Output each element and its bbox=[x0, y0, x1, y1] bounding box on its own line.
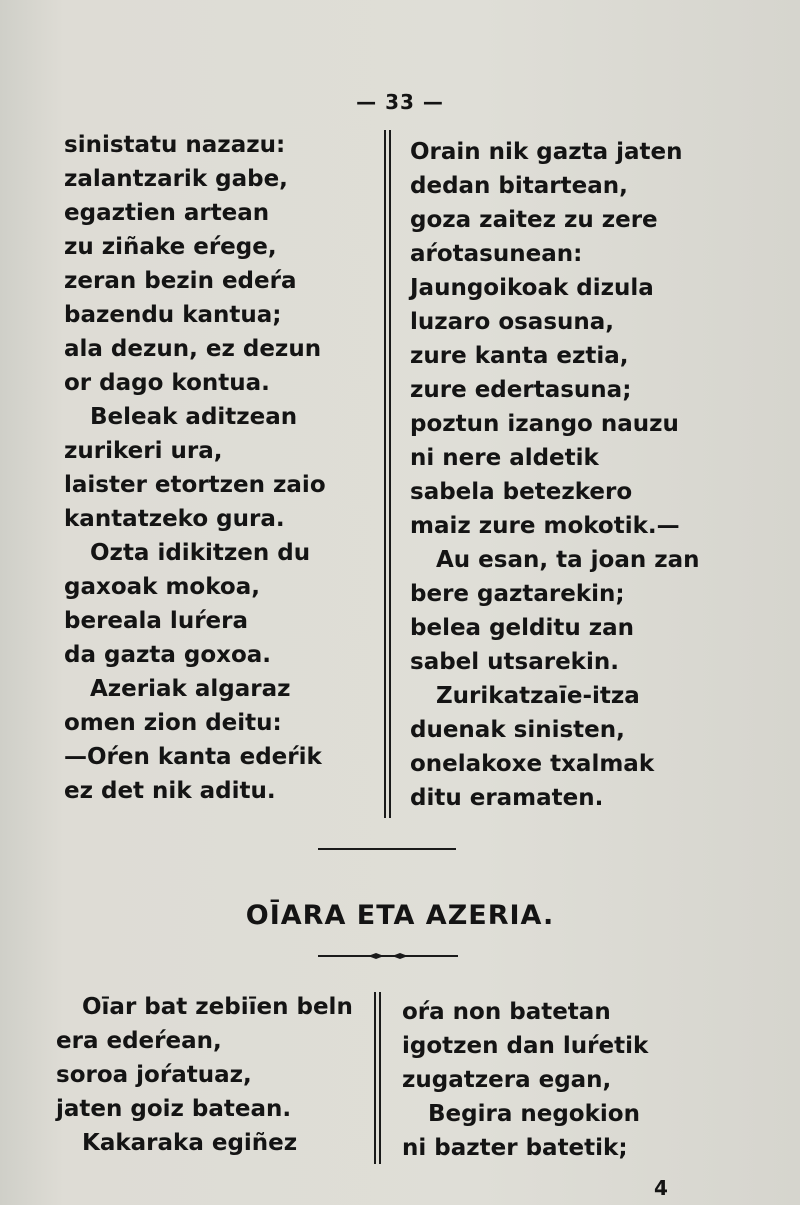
verse-line: maiz zure mokotik.— bbox=[410, 513, 680, 539]
verse-line: —Oŕen kanta edeŕik bbox=[64, 744, 322, 770]
verse-line: oŕa non batetan bbox=[402, 999, 611, 1025]
verse-line: gaxoak mokoa, bbox=[64, 574, 260, 600]
poem-title: OĪARA ETA AZERIA. bbox=[245, 900, 555, 931]
verse-line: zalantzarik gabe, bbox=[64, 166, 288, 192]
verse-line: era edeŕean, bbox=[56, 1028, 222, 1054]
ornament-rule bbox=[318, 951, 458, 961]
verse-line: zugatzera egan, bbox=[402, 1067, 612, 1093]
column-divider-bottom bbox=[374, 992, 376, 1164]
verse-line: ala dezun, ez dezun bbox=[64, 336, 322, 362]
verse-line: Orain nik gazta jaten bbox=[410, 139, 683, 165]
verse-line: Zurikatzaīe-itza bbox=[436, 683, 640, 709]
verse-line: Kakaraka egiñez bbox=[82, 1130, 298, 1156]
verse-line: omen zion deitu: bbox=[64, 710, 282, 736]
verse-line: onelakoxe txalmak bbox=[410, 751, 655, 777]
verse-line: Begira negokion bbox=[428, 1101, 640, 1127]
verse-line: bereala luŕera bbox=[64, 608, 248, 634]
verse-line: belea gelditu zan bbox=[410, 615, 635, 641]
verse-line: zure kanta eztia, bbox=[410, 343, 629, 369]
verse-line: ditu eramaten. bbox=[410, 785, 604, 811]
verse-line: Azeriak algaraz bbox=[90, 676, 291, 702]
verse-line: Jaungoikoak dizula bbox=[410, 275, 654, 301]
verse-line: sabela betezkero bbox=[410, 479, 633, 505]
verse-line: soroa joŕatuaz, bbox=[56, 1062, 252, 1088]
verse-line: zure edertasuna; bbox=[410, 377, 632, 403]
poem2-left-column bbox=[56, 990, 353, 1160]
verse-line: or dago kontua. bbox=[64, 370, 270, 396]
column-divider-top bbox=[384, 130, 386, 818]
verse-line: kantatzeko gura. bbox=[64, 506, 285, 532]
verse-line: luzaro osasuna, bbox=[410, 309, 615, 335]
verse-line: Au esan, ta joan zan bbox=[436, 547, 700, 573]
verse-line: igotzen dan luŕetik bbox=[402, 1033, 649, 1059]
verse-line: zu ziñake eŕege, bbox=[64, 234, 277, 260]
section-divider bbox=[318, 848, 456, 850]
verse-line: zeran bezin edeŕa bbox=[64, 268, 297, 294]
verse-line: bazendu kantua; bbox=[64, 302, 282, 328]
verse-line: ni nere aldetik bbox=[410, 445, 599, 471]
poem1-right-column bbox=[410, 135, 700, 815]
poem1-left-column bbox=[64, 128, 326, 808]
verse-line: egaztien artean bbox=[64, 200, 270, 226]
verse-line: sabel utsarekin. bbox=[410, 649, 619, 675]
verse-line: jaten goiz batean. bbox=[56, 1096, 292, 1122]
verse-line: dedan bitartean, bbox=[410, 173, 628, 199]
verse-line: da gazta goxoa. bbox=[64, 642, 272, 668]
verse-line: poztun izango nauzu bbox=[410, 411, 679, 437]
verse-line: laister etortzen zaio bbox=[64, 472, 326, 498]
verse-line: duenak sinisten, bbox=[410, 717, 625, 743]
page-number: — 33 — bbox=[356, 90, 444, 114]
verse-line: bere gaztarekin; bbox=[410, 581, 625, 607]
verse-line: Beleak aditzean bbox=[90, 404, 298, 430]
verse-line: zurikeri ura, bbox=[64, 438, 223, 464]
verse-line: Ozta idikitzen du bbox=[90, 540, 311, 566]
verse-line: ni bazter batetik; bbox=[402, 1135, 628, 1161]
signature-mark: 4 bbox=[654, 1176, 668, 1200]
verse-line: aŕotasunean: bbox=[410, 241, 583, 267]
verse-line: goza zaitez zu zere bbox=[410, 207, 658, 233]
verse-line: ez det nik aditu. bbox=[64, 778, 276, 804]
poem2-right-column bbox=[402, 995, 648, 1165]
verse-line: sinistatu nazazu: bbox=[64, 132, 286, 158]
verse-line: Oīar bat zebiīen beln bbox=[82, 994, 353, 1020]
